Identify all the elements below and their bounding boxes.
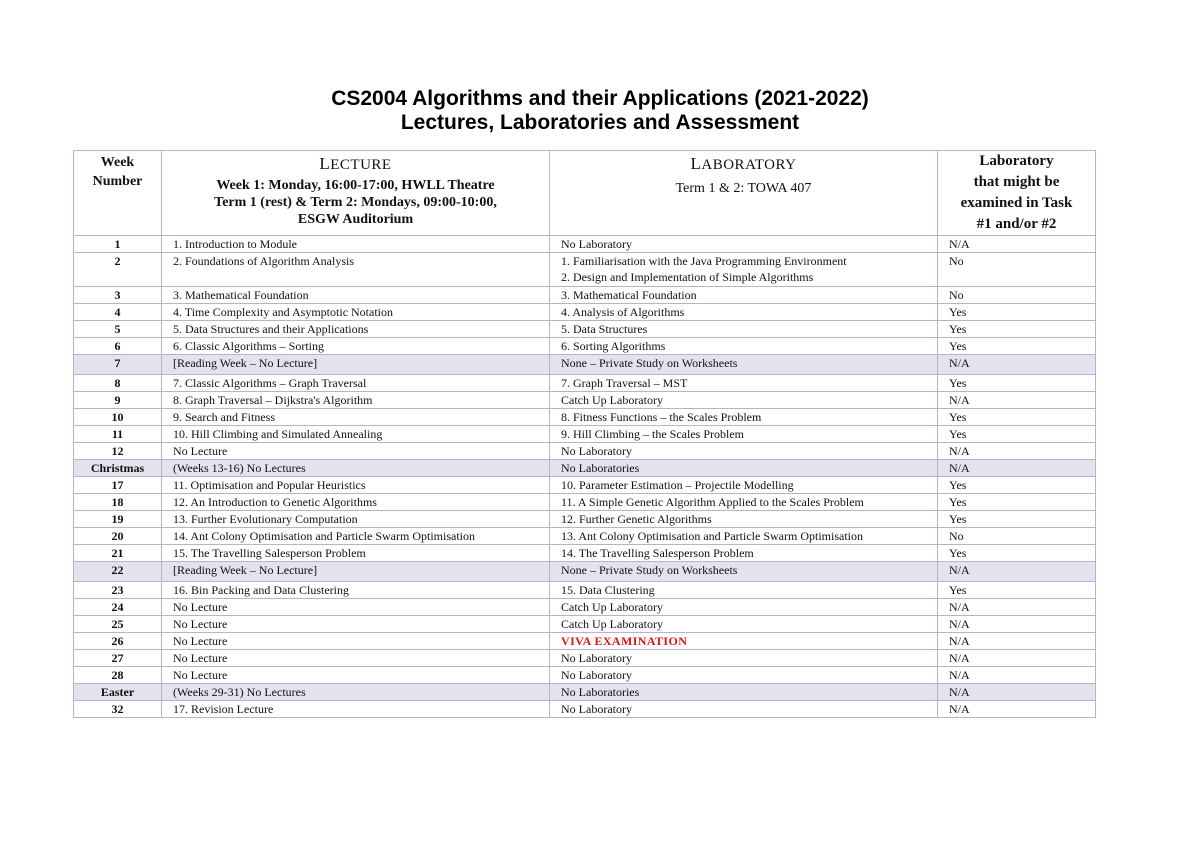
week-cell: 25 xyxy=(74,616,162,633)
lecture-cell: 17. Revision Lecture xyxy=(162,701,550,718)
week-cell: 32 xyxy=(74,701,162,718)
schedule-table xyxy=(73,150,1096,718)
viva-examination-cell: VIVA EXAMINATION xyxy=(550,633,938,650)
week-cell: 19 xyxy=(74,511,162,528)
table-row xyxy=(74,392,1096,409)
week-cell: 11 xyxy=(74,426,162,443)
table-row xyxy=(74,321,1096,338)
lab-cell: 4. Analysis of Algorithms xyxy=(550,304,938,321)
lecture-cell: 16. Bin Packing and Data Clustering xyxy=(162,582,550,599)
exam-cell: Yes xyxy=(938,477,1096,494)
table-row xyxy=(74,443,1096,460)
lecture-cell: 13. Further Evolutionary Computation xyxy=(162,511,550,528)
table-row xyxy=(74,477,1096,494)
lab-cell: No Laboratory xyxy=(550,667,938,684)
table-row xyxy=(74,633,1096,650)
lab-cell: No Laboratory xyxy=(550,650,938,667)
lecture-cell: 11. Optimisation and Popular Heuristics xyxy=(162,477,550,494)
lab-cell: 9. Hill Climbing – the Scales Problem xyxy=(550,426,938,443)
exam-cell: N/A xyxy=(938,599,1096,616)
lecture-cell: 3. Mathematical Foundation xyxy=(162,287,550,304)
week-cell: 22 xyxy=(74,562,162,582)
exam-cell: N/A xyxy=(938,616,1096,633)
lecture-cell: 9. Search and Fitness xyxy=(162,409,550,426)
week-cell: 7 xyxy=(74,355,162,375)
lecture-cell: 15. The Travelling Salesperson Problem xyxy=(162,545,550,562)
week-cell: 17 xyxy=(74,477,162,494)
table-row xyxy=(74,494,1096,511)
lab-cell: 5. Data Structures xyxy=(550,321,938,338)
exam-cell: Yes xyxy=(938,338,1096,355)
exam-cell: Yes xyxy=(938,426,1096,443)
lecture-header: LECTURE Week 1: Monday, 16:00-17:00, HWLL Theatre Term 1 (rest) & Term 2: Mondays, 09:00-10:00, ESGW Auditorium xyxy=(162,151,550,236)
lecture-cell: (Weeks 29-31) No Lectures xyxy=(162,684,550,701)
table-row-christmas xyxy=(74,460,1096,477)
lab-cell: 6. Sorting Algorithms xyxy=(550,338,938,355)
lecture-cell: [Reading Week – No Lecture] xyxy=(162,355,550,375)
week-cell: Easter xyxy=(74,684,162,701)
lecture-cell: No Lecture xyxy=(162,616,550,633)
exam-cell: Yes xyxy=(938,511,1096,528)
lecture-cell: No Lecture xyxy=(162,650,550,667)
lab-cell: No Laboratories xyxy=(550,460,938,477)
week-cell: 12 xyxy=(74,443,162,460)
table-row-easter xyxy=(74,684,1096,701)
exam-cell: No xyxy=(938,287,1096,304)
exam-cell: Yes xyxy=(938,545,1096,562)
week-cell: 23 xyxy=(74,582,162,599)
lecture-cell: 5. Data Structures and their Applications xyxy=(162,321,550,338)
exam-cell: N/A xyxy=(938,633,1096,650)
lab-cell: No Laboratory xyxy=(550,701,938,718)
lab-cell: 14. The Travelling Salesperson Problem xyxy=(550,545,938,562)
examined-header: Laboratory that might be examined in Task #1 and/or #2 xyxy=(938,151,1096,236)
table-row xyxy=(74,287,1096,304)
lab-cell: None – Private Study on Worksheets xyxy=(550,562,938,582)
table-row xyxy=(74,426,1096,443)
exam-cell: N/A xyxy=(938,701,1096,718)
lecture-cell: [Reading Week – No Lecture] xyxy=(162,562,550,582)
exam-cell: N/A xyxy=(938,562,1096,582)
lab-cell: 7. Graph Traversal – MST xyxy=(550,375,938,392)
week-cell: 24 xyxy=(74,599,162,616)
week-cell: 3 xyxy=(74,287,162,304)
lab-cell: 8. Fitness Functions – the Scales Problem xyxy=(550,409,938,426)
table-row xyxy=(74,616,1096,633)
lecture-cell: No Lecture xyxy=(162,667,550,684)
table-row-reading-week xyxy=(74,562,1096,582)
lab-cell: 15. Data Clustering xyxy=(550,582,938,599)
week-cell: 20 xyxy=(74,528,162,545)
lab-cell: 13. Ant Colony Optimisation and Particle Swarm Optimisation xyxy=(550,528,938,545)
exam-cell: N/A xyxy=(938,355,1096,375)
lecture-cell: 2. Foundations of Algorithm Analysis xyxy=(162,253,550,287)
lecture-cell: 1. Introduction to Module xyxy=(162,236,550,253)
lecture-cell: 14. Ant Colony Optimisation and Particle Swarm Optimisation xyxy=(162,528,550,545)
exam-cell: N/A xyxy=(938,236,1096,253)
week-number-header: Week Number xyxy=(74,151,162,236)
exam-cell: Yes xyxy=(938,409,1096,426)
exam-cell: No xyxy=(938,528,1096,545)
exam-cell: N/A xyxy=(938,392,1096,409)
lecture-cell: 6. Classic Algorithms – Sorting xyxy=(162,338,550,355)
lecture-cell: (Weeks 13-16) No Lectures xyxy=(162,460,550,477)
week-cell: 6 xyxy=(74,338,162,355)
table-row xyxy=(74,338,1096,355)
table-row xyxy=(74,545,1096,562)
exam-cell: Yes xyxy=(938,375,1096,392)
lab-cell: 12. Further Genetic Algorithms xyxy=(550,511,938,528)
table-row xyxy=(74,375,1096,392)
lecture-cell: 4. Time Complexity and Asymptotic Notation xyxy=(162,304,550,321)
lab-cell: Catch Up Laboratory xyxy=(550,392,938,409)
week-cell: 10 xyxy=(74,409,162,426)
lab-cell: 3. Mathematical Foundation xyxy=(550,287,938,304)
lab-cell: No Laboratory xyxy=(550,443,938,460)
week-cell: 26 xyxy=(74,633,162,650)
table-row xyxy=(74,528,1096,545)
week-cell: 5 xyxy=(74,321,162,338)
week-cell: 1 xyxy=(74,236,162,253)
table-row xyxy=(74,253,1096,287)
table-row xyxy=(74,409,1096,426)
table-row xyxy=(74,667,1096,684)
week-cell: 9 xyxy=(74,392,162,409)
exam-cell: Yes xyxy=(938,321,1096,338)
table-row xyxy=(74,599,1096,616)
lecture-cell: No Lecture xyxy=(162,599,550,616)
lab-cell: 10. Parameter Estimation – Projectile Modelling xyxy=(550,477,938,494)
table-header-row xyxy=(74,151,1096,236)
table-row xyxy=(74,511,1096,528)
lab-cell: No Laboratories xyxy=(550,684,938,701)
document-title: CS2004 Algorithms and their Applications (2021-2022) xyxy=(331,87,869,110)
week-cell: 4 xyxy=(74,304,162,321)
lecture-cell: 10. Hill Climbing and Simulated Annealing xyxy=(162,426,550,443)
lab-cell: Catch Up Laboratory xyxy=(550,616,938,633)
exam-cell: Yes xyxy=(938,494,1096,511)
lab-cell: No Laboratory xyxy=(550,236,938,253)
week-cell: 18 xyxy=(74,494,162,511)
lecture-cell: 7. Classic Algorithms – Graph Traversal xyxy=(162,375,550,392)
document-subtitle: Lectures, Laboratories and Assessment xyxy=(400,111,800,134)
lecture-cell: No Lecture xyxy=(162,443,550,460)
exam-cell: N/A xyxy=(938,443,1096,460)
table-row xyxy=(74,701,1096,718)
exam-cell: N/A xyxy=(938,667,1096,684)
lecture-cell: No Lecture xyxy=(162,633,550,650)
table-row xyxy=(74,582,1096,599)
week-cell: Christmas xyxy=(74,460,162,477)
lab-cell: 1. Familiarisation with the Java Programming Environment 2. Design and Implementation of Simple Algorithms xyxy=(550,253,938,287)
exam-cell: Yes xyxy=(938,582,1096,599)
lecture-cell: 12. An Introduction to Genetic Algorithms xyxy=(162,494,550,511)
exam-cell: N/A xyxy=(938,684,1096,701)
week-cell: 28 xyxy=(74,667,162,684)
laboratory-header: LABORATORY Term 1 & 2: TOWA 407 xyxy=(550,151,938,236)
exam-cell: No xyxy=(938,253,1096,287)
week-cell: 8 xyxy=(74,375,162,392)
exam-cell: Yes xyxy=(938,304,1096,321)
exam-cell: N/A xyxy=(938,460,1096,477)
lecture-cell: 8. Graph Traversal – Dijkstra's Algorithm xyxy=(162,392,550,409)
lab-cell: 11. A Simple Genetic Algorithm Applied to the Scales Problem xyxy=(550,494,938,511)
lab-cell: None – Private Study on Worksheets xyxy=(550,355,938,375)
table-row xyxy=(74,236,1096,253)
lab-cell: Catch Up Laboratory xyxy=(550,599,938,616)
week-cell: 21 xyxy=(74,545,162,562)
week-cell: 27 xyxy=(74,650,162,667)
table-row xyxy=(74,650,1096,667)
exam-cell: N/A xyxy=(938,650,1096,667)
table-row-reading-week xyxy=(74,355,1096,375)
table-row xyxy=(74,304,1096,321)
week-cell: 2 xyxy=(74,253,162,287)
